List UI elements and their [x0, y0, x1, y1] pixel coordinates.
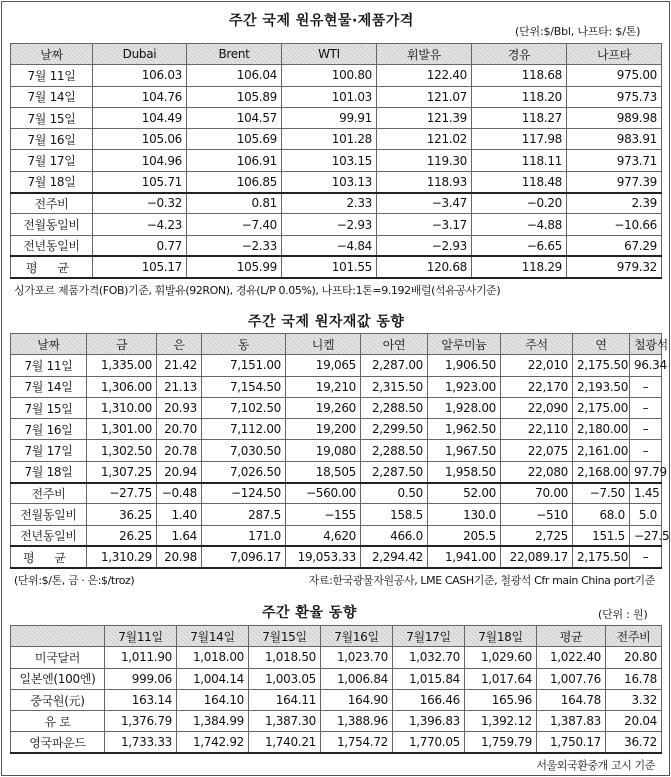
metals-cell: 1,310.00 [87, 397, 157, 418]
metals-row-label: 7월 16일 [11, 419, 87, 440]
crude-cell: 975.73 [567, 86, 662, 107]
crude-row-label: 평 균 [11, 256, 93, 277]
metals-cell: 130.0 [428, 504, 501, 525]
crude-cell: 119.30 [377, 150, 472, 171]
metals-cell: 19,200 [286, 419, 361, 440]
metals-cell: 22,089.17 [501, 546, 573, 567]
metals-table-row [11, 546, 662, 567]
crude-cell: −2.33 [187, 235, 282, 256]
crude-cell: −6.65 [472, 235, 567, 256]
metals-cell: 0.50 [361, 483, 428, 504]
metals-header-cell: 금 [87, 334, 157, 355]
crude-cell: 105.17 [93, 256, 187, 277]
crude-cell: −4.84 [282, 235, 377, 256]
crude-table-row [11, 235, 662, 256]
fx-cell: 999.06 [105, 668, 177, 689]
metals-table-row [11, 461, 662, 482]
metals-cell: 19,260 [286, 397, 361, 418]
metals-cell: 1,302.50 [87, 440, 157, 461]
crude-cell: 2.33 [282, 193, 377, 214]
metals-cell: 7,151.00 [202, 355, 286, 376]
crude-header-row [11, 44, 662, 65]
fx-cell: 1,018.00 [177, 647, 249, 668]
crude-cell: 118.20 [472, 86, 567, 107]
fx-title: 주간 환율 동향 [262, 605, 357, 621]
crude-cell: 0.77 [93, 235, 187, 256]
crude-cell: 983.91 [567, 129, 662, 150]
metals-cell: 1,310.29 [87, 546, 157, 567]
fx-cell: 3.32 [606, 689, 662, 710]
metals-cell: 20.98 [157, 546, 202, 567]
crude-cell: 977.39 [567, 171, 662, 192]
crude-cell: 121.07 [377, 86, 472, 107]
crude-row-label: 전주비 [11, 193, 93, 214]
metals-cell: 1.64 [157, 525, 202, 546]
fx-cell: 1,015.84 [393, 668, 465, 689]
metals-cell: −510 [501, 504, 573, 525]
metals-cell: 4,620 [286, 525, 361, 546]
fx-cell: 1,004.14 [177, 668, 249, 689]
metals-cell: 19,080 [286, 440, 361, 461]
metals-cell: – [630, 546, 662, 567]
metals-cell: 7,026.50 [202, 461, 286, 482]
fx-cell: 164.78 [537, 689, 606, 710]
fx-cell: 1,017.64 [465, 668, 537, 689]
metals-cell: 1,923.00 [428, 376, 501, 397]
metals-cell: −124.50 [202, 483, 286, 504]
crude-cell: 106.91 [187, 150, 282, 171]
metals-header-cell: 철광석 [630, 334, 662, 355]
crude-cell: 117.98 [472, 129, 567, 150]
crude-table-row [11, 171, 662, 192]
metals-row-label: 7월 17일 [11, 440, 87, 461]
fx-cell: 1,029.60 [465, 647, 537, 668]
crude-cell: 106.85 [187, 171, 282, 192]
metals-row-label: 평 균 [11, 546, 87, 567]
metals-row-label: 전월동일비 [11, 504, 87, 525]
crude-cell: 103.15 [282, 150, 377, 171]
crude-cell: 118.11 [472, 150, 567, 171]
crude-cell: −3.17 [377, 214, 472, 235]
metals-cell: 2,288.50 [361, 440, 428, 461]
metals-cell: 2,175.00 [573, 397, 630, 418]
crude-cell: 101.28 [282, 129, 377, 150]
metals-header-cell: 아연 [361, 334, 428, 355]
fx-cell: 1,022.40 [537, 647, 606, 668]
metals-cell: 1,335.00 [87, 355, 157, 376]
metals-cell: 2,725 [501, 525, 573, 546]
metals-cell: 21.42 [157, 355, 202, 376]
metals-cell: 1,928.00 [428, 397, 501, 418]
crude-cell: −2.93 [282, 214, 377, 235]
metals-title: 주간 국제 원자재값 동향 [248, 314, 405, 330]
fx-cell: 1,759.79 [465, 732, 537, 753]
metals-table-row [11, 355, 662, 376]
fx-header-cell [11, 626, 105, 647]
fx-row-label: 중국원(元) [11, 689, 105, 710]
crude-cell: 118.93 [377, 171, 472, 192]
metals-row-label: 전주비 [11, 483, 87, 504]
crude-cell: 975.00 [567, 65, 662, 86]
metals-cell: 1,906.50 [428, 355, 501, 376]
metals-table-row [11, 504, 662, 525]
metals-cell: 20.70 [157, 419, 202, 440]
fx-row-label: 유 로 [11, 711, 105, 732]
crude-table-row [11, 193, 662, 214]
fx-header-cell: 7월14일 [177, 626, 249, 647]
crude-title: 주간 국제 원유현물·제품가격 [229, 13, 414, 29]
metals-price-table [10, 333, 670, 569]
metals-cell: 20.93 [157, 397, 202, 418]
crude-cell: 104.49 [93, 107, 187, 128]
metals-cell: 1,301.00 [87, 419, 157, 440]
crude-header-cell: 경유 [472, 44, 567, 65]
metals-cell: 158.5 [361, 504, 428, 525]
crude-cell: 105.71 [93, 171, 187, 192]
fx-body [11, 647, 662, 753]
fx-cell: 1,006.84 [321, 668, 393, 689]
crude-header-cell: 휘발유 [377, 44, 472, 65]
metals-cell: 36.25 [87, 504, 157, 525]
crude-cell: 120.68 [377, 256, 472, 277]
metals-cell: 1,967.50 [428, 440, 501, 461]
metals-cell: 22,090 [501, 397, 573, 418]
metals-cell: 466.0 [361, 525, 428, 546]
crude-row-label: 7월 18일 [11, 171, 93, 192]
metals-cell: 1,306.00 [87, 376, 157, 397]
metals-cell: 22,010 [501, 355, 573, 376]
metals-cell: 2,315.50 [361, 376, 428, 397]
fx-table-row [11, 647, 662, 668]
crude-cell: 106.03 [93, 65, 187, 86]
fx-header-row [11, 626, 662, 647]
crude-cell: 122.40 [377, 65, 472, 86]
fx-cell: 1,023.70 [321, 647, 393, 668]
metals-table-row [11, 483, 662, 504]
crude-header-cell: WTI [282, 44, 377, 65]
fx-cell: 1,376.79 [105, 711, 177, 732]
metals-row-label: 7월 18일 [11, 461, 87, 482]
crude-cell: 104.57 [187, 107, 282, 128]
fx-cell: 1,754.72 [321, 732, 393, 753]
metals-unit-note: (단위:$/톤, 금 · 은:$/troz) [14, 574, 135, 587]
crude-cell: −10.66 [567, 214, 662, 235]
metals-cell: 22,075 [501, 440, 573, 461]
metals-cell: 5.0 [630, 504, 662, 525]
fx-cell: 163.14 [105, 689, 177, 710]
metals-header-cell: 알루미늄 [428, 334, 501, 355]
fx-cell: 165.96 [465, 689, 537, 710]
crude-table-row [11, 214, 662, 235]
crude-cell: 979.32 [567, 256, 662, 277]
metals-cell: −27.75 [87, 483, 157, 504]
crude-cell: −0.20 [472, 193, 567, 214]
fx-cell: 1,388.96 [321, 711, 393, 732]
metals-cell: – [630, 397, 662, 418]
fx-cell: 20.04 [606, 711, 662, 732]
metals-header-cell: 동 [202, 334, 286, 355]
fx-table-row [11, 732, 662, 753]
crude-cell: 118.27 [472, 107, 567, 128]
metals-cell: 19,053.33 [286, 546, 361, 567]
fx-cell: 164.10 [177, 689, 249, 710]
fx-table-row [11, 711, 662, 732]
fx-cell: 1,384.99 [177, 711, 249, 732]
metals-cell: 97.79 [630, 461, 662, 482]
metals-cell: – [630, 419, 662, 440]
fx-header-cell: 7월18일 [465, 626, 537, 647]
fx-row-label: 미국달러 [11, 647, 105, 668]
metals-row-label: 전년동일비 [11, 525, 87, 546]
metals-row-label: 7월 14일 [11, 376, 87, 397]
metals-cell: 7,112.00 [202, 419, 286, 440]
crude-cell: −0.32 [93, 193, 187, 214]
crude-cell: −4.23 [93, 214, 187, 235]
metals-cell: – [630, 440, 662, 461]
metals-header-cell: 은 [157, 334, 202, 355]
fx-cell: 1,396.83 [393, 711, 465, 732]
crude-row-label: 7월 16일 [11, 129, 93, 150]
fx-cell: 164.90 [321, 689, 393, 710]
metals-cell: 2,175.50 [573, 355, 630, 376]
fx-header-cell: 7월17일 [393, 626, 465, 647]
metals-cell: 70.00 [501, 483, 573, 504]
metals-cell: 1,307.25 [87, 461, 157, 482]
metals-cell: 2,287.00 [361, 355, 428, 376]
metals-cell: 26.25 [87, 525, 157, 546]
metals-cell: 22,170 [501, 376, 573, 397]
metals-header-row [11, 334, 662, 355]
fx-cell: 166.46 [393, 689, 465, 710]
metals-table-row [11, 525, 662, 546]
metals-cell: 18,505 [286, 461, 361, 482]
crude-row-label: 7월 17일 [11, 150, 93, 171]
metals-cell: −27.5 [630, 525, 662, 546]
metals-cell: 2,168.00 [573, 461, 630, 482]
crude-cell: 103.13 [282, 171, 377, 192]
metals-cell: 1,941.00 [428, 546, 501, 567]
crude-table-row [11, 129, 662, 150]
metals-cell: 2,193.50 [573, 376, 630, 397]
crude-header-cell: Brent [187, 44, 282, 65]
crude-table-row [11, 150, 662, 171]
crude-cell: 121.39 [377, 107, 472, 128]
fx-cell: 1,740.21 [249, 732, 321, 753]
crude-header-cell: Dubai [93, 44, 187, 65]
metals-source-note: 자료:한국광물자원공사, LME CASH기준, 철광석 Cfr main China port기준 [308, 574, 655, 587]
metals-cell: 287.5 [202, 504, 286, 525]
metals-cell: 2,287.50 [361, 461, 428, 482]
crude-cell: 118.29 [472, 256, 567, 277]
crude-cell: 105.99 [187, 256, 282, 277]
fx-table-row [11, 689, 662, 710]
crude-row-label: 전년동일비 [11, 235, 93, 256]
crude-header-cell: 나프타 [567, 44, 662, 65]
metals-table-row [11, 376, 662, 397]
crude-price-table [10, 43, 662, 279]
crude-cell: 989.98 [567, 107, 662, 128]
metals-cell: 22,080 [501, 461, 573, 482]
fx-row-label: 영국파운드 [11, 732, 105, 753]
crude-cell: 105.89 [187, 86, 282, 107]
metals-header-cell: 니켈 [286, 334, 361, 355]
fx-cell: 164.11 [249, 689, 321, 710]
fx-header-cell: 평균 [537, 626, 606, 647]
metals-cell: 19,065 [286, 355, 361, 376]
metals-table-row [11, 419, 662, 440]
metals-cell: −7.50 [573, 483, 630, 504]
fx-cell: 1,011.90 [105, 647, 177, 668]
crude-body [11, 65, 662, 278]
metals-cell: 1,958.50 [428, 461, 501, 482]
metals-table-row [11, 440, 662, 461]
fx-header-cell: 7월16일 [321, 626, 393, 647]
crude-cell: 101.03 [282, 86, 377, 107]
fx-unit: (단위 : 원) [598, 608, 648, 621]
crude-cell: 973.71 [567, 150, 662, 171]
metals-cell: 7,102.50 [202, 397, 286, 418]
crude-table-row [11, 65, 662, 86]
fx-cell: 1,018.50 [249, 647, 321, 668]
metals-cell: 20.94 [157, 461, 202, 482]
metals-cell: – [630, 376, 662, 397]
metals-cell: 1.45 [630, 483, 662, 504]
metals-cell: 21.13 [157, 376, 202, 397]
metals-cell: −155 [286, 504, 361, 525]
fx-header-cell: 7월15일 [249, 626, 321, 647]
crude-cell: −4.88 [472, 214, 567, 235]
metals-cell: 19,210 [286, 376, 361, 397]
crude-row-label: 전월동일비 [11, 214, 93, 235]
metals-cell: 2,180.00 [573, 419, 630, 440]
crude-cell: 99.91 [282, 107, 377, 128]
crude-note: 싱가포르 제품가격(FOB)기준, 휘발유(92RON), 경유(L/P 0.05%), 나프타:1톤=9.192배럴(석유공사기준) [14, 284, 501, 297]
crude-cell: −3.47 [377, 193, 472, 214]
crude-cell: 100.80 [282, 65, 377, 86]
crude-table-row [11, 86, 662, 107]
crude-cell: 67.29 [567, 235, 662, 256]
metals-cell: 20.78 [157, 440, 202, 461]
crude-unit: (단위:$/Bbl, 나프타: $/톤) [515, 25, 641, 38]
metals-cell: 52.00 [428, 483, 501, 504]
metals-cell: 2,288.50 [361, 397, 428, 418]
metals-cell: −0.48 [157, 483, 202, 504]
crude-cell: 105.06 [93, 129, 187, 150]
crude-cell: 2.39 [567, 193, 662, 214]
fx-cell: 1,750.17 [537, 732, 606, 753]
fx-cell: 36.72 [606, 732, 662, 753]
crude-cell: −2.93 [377, 235, 472, 256]
metals-cell: 205.5 [428, 525, 501, 546]
metals-cell: 96.34 [630, 355, 662, 376]
crude-table-row [11, 107, 662, 128]
crude-table-row [11, 256, 662, 277]
metals-cell: 2,161.00 [573, 440, 630, 461]
fx-cell: 1,032.70 [393, 647, 465, 668]
metals-cell: 68.0 [573, 504, 630, 525]
crude-cell: −7.40 [187, 214, 282, 235]
fx-rate-table [10, 625, 662, 754]
fx-note: 서울외국환중개 고시 기준 [536, 759, 655, 772]
fx-header-cell: 7월11일 [105, 626, 177, 647]
metals-cell: 7,096.17 [202, 546, 286, 567]
metals-header-cell: 날짜 [11, 334, 87, 355]
crude-cell: 105.69 [187, 129, 282, 150]
metals-cell: 1.40 [157, 504, 202, 525]
metals-cell: 2,175.50 [573, 546, 630, 567]
metals-row-label: 7월 11일 [11, 355, 87, 376]
crude-cell: 118.68 [472, 65, 567, 86]
metals-cell: 171.0 [202, 525, 286, 546]
metals-header-cell: 주석 [501, 334, 573, 355]
metals-row-label: 7월 15일 [11, 397, 87, 418]
metals-body [11, 355, 670, 568]
fx-cell: 16.78 [606, 668, 662, 689]
metals-cell: 2,299.50 [361, 419, 428, 440]
crude-cell: 106.04 [187, 65, 282, 86]
metals-cell: 151.5 [573, 525, 630, 546]
crude-cell: 121.02 [377, 129, 472, 150]
crude-row-label: 7월 15일 [11, 107, 93, 128]
crude-cell: 0.81 [187, 193, 282, 214]
crude-row-label: 7월 14일 [11, 86, 93, 107]
metals-cell: −560.00 [286, 483, 361, 504]
crude-cell: 104.76 [93, 86, 187, 107]
crude-header-cell: 날짜 [11, 44, 93, 65]
fx-row-label: 일본엔(100엔) [11, 668, 105, 689]
fx-cell: 1,733.33 [105, 732, 177, 753]
metals-cell: 1,962.50 [428, 419, 501, 440]
fx-cell: 1,392.12 [465, 711, 537, 732]
fx-cell: 20.80 [606, 647, 662, 668]
metals-cell: 2,294.42 [361, 546, 428, 567]
crude-row-label: 7월 11일 [11, 65, 93, 86]
fx-cell: 1,742.92 [177, 732, 249, 753]
crude-cell: 101.55 [282, 256, 377, 277]
fx-cell: 1,387.83 [537, 711, 606, 732]
metals-header-cell: 연 [573, 334, 630, 355]
metals-cell: 7,030.50 [202, 440, 286, 461]
metals-table-row [11, 397, 662, 418]
fx-cell: 1,770.05 [393, 732, 465, 753]
fx-cell: 1,003.05 [249, 668, 321, 689]
fx-cell: 1,387.30 [249, 711, 321, 732]
crude-cell: 118.48 [472, 171, 567, 192]
fx-table-row [11, 668, 662, 689]
metals-cell: 7,154.50 [202, 376, 286, 397]
metals-cell: 22,110 [501, 419, 573, 440]
fx-cell: 1,007.76 [537, 668, 606, 689]
crude-cell: 104.96 [93, 150, 187, 171]
fx-header-cell: 전주비 [606, 626, 662, 647]
